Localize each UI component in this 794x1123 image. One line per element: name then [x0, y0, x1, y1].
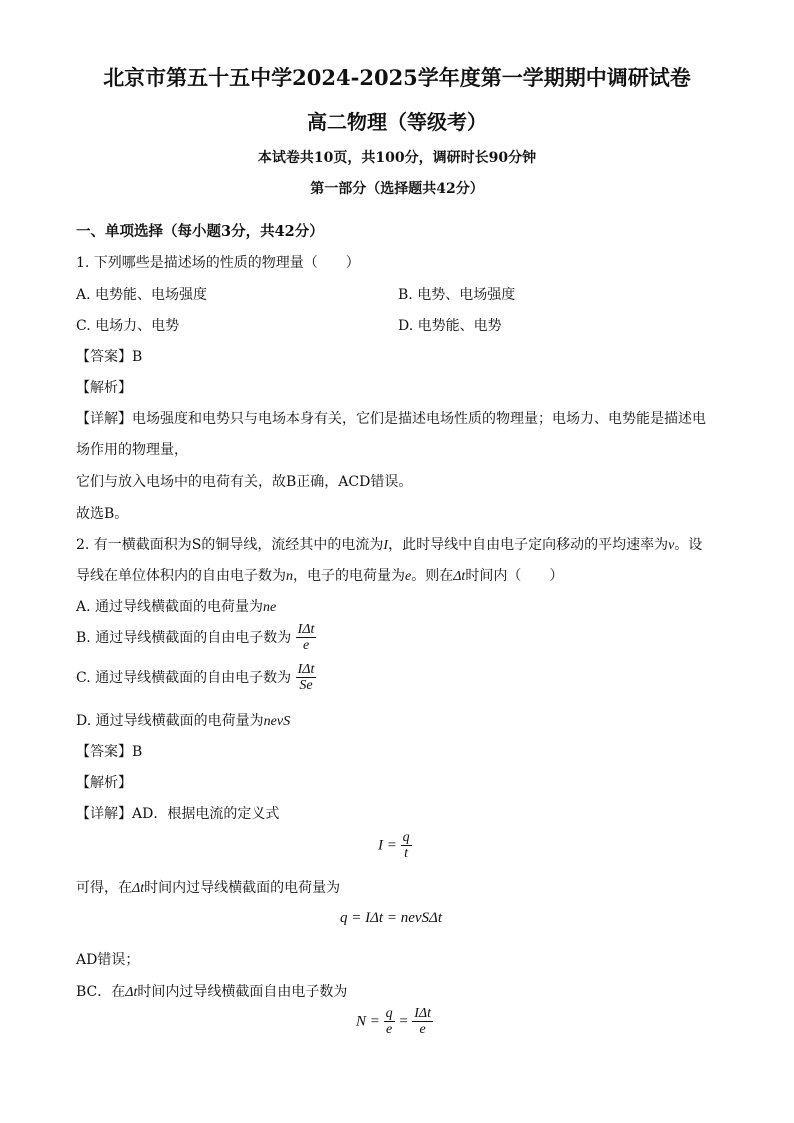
exam-title: 北京市第五十五中学2024-2025学年度第一学期期中调研试卷: [103, 65, 691, 90]
var-n: n: [286, 569, 293, 584]
q2-stem-line2: 导线在单位体积内的自由电子数为n，电子的电荷量为e。则在Δt时间内（ ）: [76, 568, 564, 584]
q1-answer: 【答案】B: [76, 349, 143, 365]
equation-electron-count: N = $\frac{q}{e}$ = $\frac{\text{IΔt}}{e}$: [356, 1006, 432, 1038]
var-current: I: [383, 538, 389, 553]
q2-detail-line3: BC．在Δt时间内过导线横截面自由电子数为: [76, 984, 348, 1000]
q1-option-d: D. 电势能、电势: [398, 318, 502, 334]
q1-stem: 1. 下列哪些是描述场的性质的物理量（ ）: [76, 255, 360, 271]
q1-analysis-label: 【解析】: [76, 380, 132, 396]
q2-analysis-label: 【解析】: [76, 775, 132, 791]
equation-charge: q = IΔt = nevSΔt: [340, 910, 442, 926]
fraction: $\frac{\text{IΔt}}{Se}$: [297, 662, 315, 694]
q2-stem-line1: 2. 有一横截面积为S的铜导线，流经其中的电流为I，此时导线中自由电子定向移动的平均速率为v。设: [76, 537, 703, 553]
q1-option-c: C. 电场力、电势: [76, 318, 180, 334]
q2-detail-line2: 可得，在Δt时间内过导线横截面的电荷量为: [76, 880, 341, 896]
q2-option-c: C. 通过导线横截面的自由电子数为 $\frac{\text{IΔt}}{Se}$: [76, 662, 315, 694]
var-dt: Δt: [453, 569, 466, 584]
q1-conclusion: 故选B。: [76, 506, 129, 522]
exam-subtitle: 高二物理（等级考）: [307, 110, 487, 134]
q2-option-b: B. 通过导线横截面的自由电子数为 $\frac{\text{IΔt}}{e}$: [76, 622, 315, 654]
section-heading: 一、单项选择（每小题3分，共42分）: [76, 223, 324, 240]
q1-detail-line1: 【详解】电场强度和电势只与电场本身有关，它们是描述电场性质的物理量；电场力、电势能是描述电: [76, 411, 706, 427]
part-heading: 第一部分（选择题共42分）: [310, 181, 484, 197]
q2-ad-wrong: AD错误；: [76, 952, 140, 968]
var-e: e: [405, 569, 412, 584]
q1-option-b: B. 电势、电场强度: [398, 287, 516, 303]
q2-detail-line1: 【详解】AD．根据电流的定义式: [76, 806, 280, 822]
q2-option-d: D. 通过导线横截面的电荷量为nevS: [76, 713, 291, 729]
q1-detail-line3: 它们与放入电场中的电荷有关，故B正确，ACD错误。: [76, 474, 413, 490]
var-velocity: v: [668, 538, 675, 553]
exam-info: 本试卷共10页，共100分，调研时长90分钟: [257, 150, 537, 166]
fraction: $\frac{\text{IΔt}}{e}$: [297, 622, 315, 654]
q1-detail-line2: 场作用的物理量，: [76, 442, 188, 458]
q1-option-a: A. 电势能、电场强度: [76, 287, 208, 303]
q2-option-a: A. 通过导线横截面的电荷量为ne: [76, 599, 277, 615]
equation-current-definition: I = $\frac{q}{t}$: [378, 830, 410, 862]
q2-answer: 【答案】B: [76, 744, 143, 760]
